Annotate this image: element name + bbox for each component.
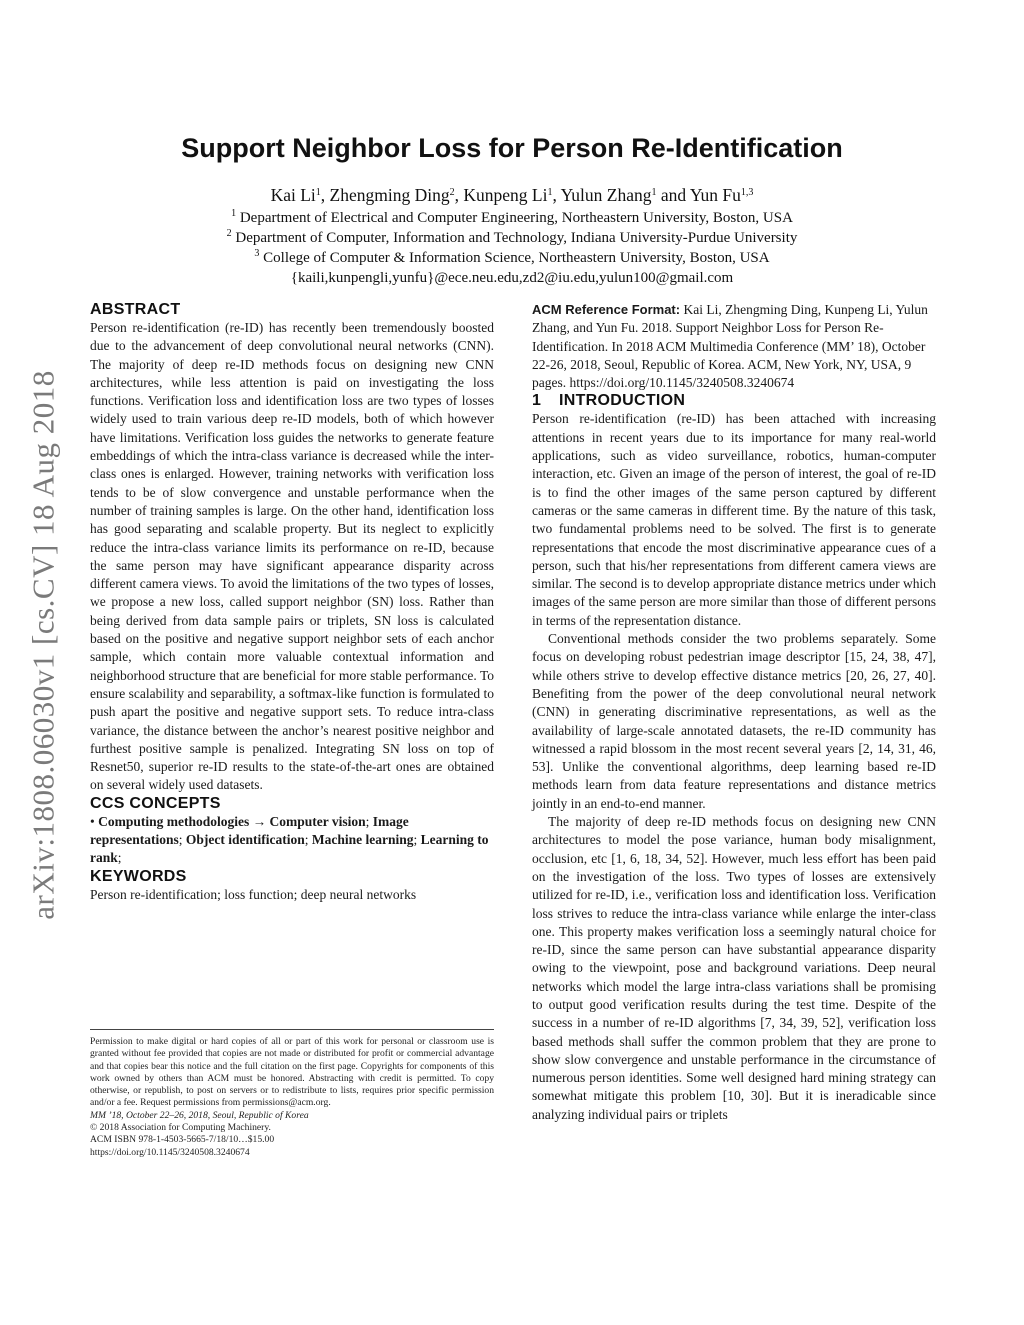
ccs-concept: Object identification bbox=[185, 832, 305, 848]
author-affiliation-mark: 1 bbox=[651, 187, 657, 198]
ccs-heading: CCS CONCEPTS bbox=[90, 794, 221, 812]
ccs-concepts-text: • Computing methodologies → Computer vision; Image representations; Object identification; Machine learning; Learning to rank; bbox=[90, 813, 489, 866]
permission-text: Permission to make digital or hard copies of all or part of this work for personal or classroom use is granted without fee provided that copies are not made or distributed for profit or commercial advantage and that copies bear this notice and the full citation on the first page. Copyrights for components of this work owned by others than ACM must be honored. Abstracting with credit is permitted. To copy otherwise, or republish, to post on servers or to redistribute to lists, requires prior specific permission and/or a fee. Request permissions from permissions@acm.org. bbox=[90, 1036, 494, 1109]
right-column bbox=[532, 301, 936, 1124]
ccs-concept: Image representations bbox=[90, 813, 409, 848]
ccs-concept: Machine learning bbox=[311, 832, 414, 848]
keywords-heading: KEYWORDS bbox=[90, 867, 187, 885]
author: Kunpeng Li bbox=[463, 185, 548, 205]
section-title: INTRODUCTION bbox=[559, 392, 686, 410]
intro-paragraph: The majority of deep re-ID methods focus on designing new CNN architectures to model the pose variance, human body misalignment, occlusion, etc [1, 6, 18, 34, 52]. However, much less effort has been paid on the investigation of the loss. Two types of losses are extensively utilized for re-ID, i.e., verification loss and identification loss. Verification loss strives to reduce the intra-class variance while enlarge the inter-class one. This property makes verification loss a seemingly natural choice for re-ID, since the same person can have substantial appearance disparity owing to the viewpoint, pose and background variations. Deep neural networks which model the large intra-class variations shall be promising to output good verification results during the test time. Despite of the success in a number of re-ID algorithms [7, 34, 39, 52], verification loss based methods shall suffer the common problem that they are prone to show slow convergence and unstable performance in the circumstance of numerous person identities. Some well designed hard mining strategy can somewhat mitigate this problem [10, 30]. But it is ineradicable since analyzing individual pairs or triplets bbox=[532, 814, 936, 1122]
introduction-heading bbox=[532, 392, 936, 410]
acm-reference bbox=[532, 301, 936, 392]
permission-notice bbox=[90, 1029, 494, 1159]
left-column bbox=[90, 301, 494, 904]
doi-line: https://doi.org/10.1145/3240508.3240674 bbox=[90, 1146, 250, 1158]
author-affiliation-mark: 1 bbox=[547, 187, 553, 198]
ccs-concept: Computing methodologies bbox=[98, 813, 250, 829]
author: Zhengming Ding bbox=[329, 185, 450, 205]
arxiv-identifier: arXiv:1808.06030v1 [cs.CV] 18 Aug 2018 bbox=[26, 370, 61, 920]
author-affiliation-mark: 1,3 bbox=[740, 187, 754, 198]
acm-reference-text: Kai Li, Zhengming Ding, Kunpeng Li, Yulun Zhang, and Yun Fu. 2018. Support Neighbor Loss for Person Re-Identification. In 2018 ACM Multimedia Conference (MM’ 18), October 22-26, 2018, Seoul, Republic of Korea. ACM, New York, NY, USA, 9 pages. https://doi.org/10.1145/3240508.3240674 bbox=[532, 302, 928, 391]
intro-paragraph: Conventional methods consider the two problems separately. Some focus on developing robust pedestrian image descriptor [15, 24, 38, 47], while others strive to develop effective distance metrics [20, 26, 27, 40]. Benefiting from the power of the deep convolutional neural network (CNN) in generating discriminative representations, as well as the availability of large-scale annotated datasets, the re-ID community has witnessed a rapid blossom in the most recent several years [2, 14, 31, 46, 53]. Unlike the conventional algorithms, deep learning based re-ID methods learn from data feature representations and distance metrics jointly in an end-to-end manner. bbox=[532, 631, 936, 811]
author-list: Kai Li$^1$, Zhengming Ding$^2$, Kunpeng Li$^1$, Yulun Zhang$^1$ and Yun Fu$^{1,3}$ bbox=[270, 185, 754, 205]
ccs-concepts bbox=[90, 813, 494, 868]
arxiv-stamp bbox=[14, 345, 74, 945]
author: Kai Li bbox=[270, 185, 316, 205]
keywords-text: Person re-identification; loss function; deep neural networks bbox=[90, 886, 417, 902]
bullet: • bbox=[90, 813, 95, 829]
affiliation-list bbox=[0, 208, 1024, 288]
copyright-line: © 2018 Association for Computing Machinery. bbox=[90, 1122, 271, 1134]
author-affiliation-mark: 1 bbox=[315, 187, 321, 198]
affiliation bbox=[0, 208, 1024, 228]
intro-paragraph: Person re-identification (re-ID) has been attached with increasing attentions in recent years due to its importance for many real-world applications, such as video surveillance, robotics, human-computer interaction, etc. Given an image of the person of interest, the goal of re-ID is to find the other images of the same person captured by different cameras or the same cameras in different time. By the nature of this task, two fundamental problems need to be solved. The first is to generate representations that encode the most discriminative appearance cues of a person, such that his/her representations from different camera views are similar. The second is to develop appropriate distance metrics under which images of the same person are more similar than those of different persons in terms of the representation distance. bbox=[532, 411, 936, 628]
author: Yulun Zhang bbox=[560, 185, 652, 205]
venue-line: MM ’18, October 22–26, 2018, Seoul, Republic of Korea bbox=[90, 1109, 309, 1121]
affiliation bbox=[0, 228, 1024, 248]
abstract-text: Person re-identification (re-ID) has recently been tremendously boosted due to the advancement of deep convolutional neural networks (CNN). The majority of deep re-ID methods focus on designing new CNN architectures, while less attention is paid on investigating the loss functions. Verification loss and identification loss are two types of losses widely used to train various deep re-ID models, both of which however have limitations. Verification loss guides the networks to generate feature embeddings of which the intra-class variance is decreased while the inter-class ones is enlarged. However, training networks with verification loss tends to be of slow convergence and unstable performance when the number of training samples is large. On the other hand, identification loss has good separating and scalable property. But its neglect to explicitly reduce the intra-class variance limits its performance on re-ID, because the same person may have significant appearance disparity across different camera views. To avoid the limitations of the two types of losses, we propose a new loss, called support neighbor (SN) loss. Rather than being derived from data sample pairs or triplets, SN loss is calculated based on the positive and negative support neighbor sets of each anchor sample, which contain more valuable contextual information and neighborhood structure that are beneficial for more stable performance. To ensure scalability and separability, a softmax-like function is formulated to push apart the positive and negative support sets. To reduce intra-class variance, the distance between the anchor’s nearest positive neighbor and furthest positive sample is penalized. Integrating SN loss on top of Resnet50, superior re-ID results to the state-of-the-art ones are obtained on several widely used datasets. bbox=[90, 320, 495, 793]
affiliation-text: Department of Computer, Information and Technology, Indiana University-Purdue University bbox=[235, 230, 798, 246]
affiliation-mark: 3 bbox=[254, 248, 260, 259]
affiliation-mark: 1 bbox=[231, 208, 237, 219]
affiliation-text: Department of Electrical and Computer Engineering, Northeastern University, Boston, USA bbox=[239, 210, 793, 226]
author-affiliation-mark: 2 bbox=[449, 187, 455, 198]
ccs-concept: Learning to rank bbox=[90, 832, 489, 866]
affiliation-mark: 2 bbox=[226, 228, 232, 239]
arrow: → bbox=[249, 813, 270, 829]
ccs-concept: Computer vision bbox=[269, 813, 366, 829]
isbn-line: ACM ISBN 978-1-4503-5665-7/18/10…$15.00 bbox=[90, 1134, 275, 1146]
affiliation bbox=[0, 248, 1024, 268]
abstract-heading: ABSTRACT bbox=[90, 301, 181, 318]
acm-reference-label: ACM Reference Format: bbox=[532, 302, 681, 317]
section-number: 1 bbox=[532, 392, 542, 410]
paper-title: Support Neighbor Loss for Person Re-Identification bbox=[181, 133, 843, 163]
author: Yun Fu bbox=[689, 185, 741, 205]
affiliation-text: College of Computer & Information Science, Northeastern University, Boston, USA bbox=[263, 250, 770, 266]
author-emails: {kaili,kunpengli,yunfu}@ece.neu.edu,zd2@iu.edu,yulun100@gmail.com bbox=[290, 270, 734, 286]
